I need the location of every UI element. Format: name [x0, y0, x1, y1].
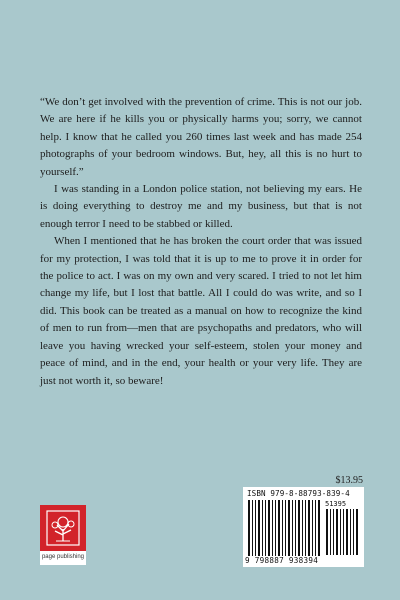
barcode-bar — [308, 500, 310, 556]
barcode-bar — [275, 500, 276, 556]
barcode — [243, 487, 364, 567]
barcode-bar — [268, 500, 270, 556]
barcode-bar — [336, 509, 338, 555]
price-label: $13.95 — [335, 475, 363, 486]
barcode-bar — [298, 500, 300, 556]
barcode-bar — [318, 500, 320, 556]
barcode-bar — [278, 500, 280, 556]
barcode-bar — [305, 500, 306, 556]
publisher-logo — [40, 505, 86, 565]
publisher-name: page publishing — [41, 554, 85, 560]
barcode-addon-label: 51395 — [325, 500, 347, 508]
barcode-bar — [285, 500, 286, 556]
back-cover-blurb — [40, 94, 362, 390]
barcode-bar — [333, 509, 334, 555]
barcode-bar — [248, 500, 250, 556]
barcode-bar — [265, 500, 266, 556]
barcode-bar — [262, 500, 263, 556]
blurb-paragraph-1: “We don’t get involved with the prevention of crime. This is not our job. We are here if he kills you or physically harms you; sorry, we cannot help. I know that he called you 260 times last week and has made 254 photographs of your bedroom windows. But, hey, all this is no hurt to yourself.” — [40, 96, 362, 178]
barcode-bar — [282, 500, 283, 556]
barcode-bar — [295, 500, 296, 556]
barcode-bar — [312, 500, 313, 556]
isbn-label: ISBN 979-8-88793-839-4 — [247, 489, 350, 498]
ean13-bars — [247, 500, 323, 556]
barcode-bar — [292, 500, 293, 556]
barcode-bar — [272, 500, 273, 556]
tree-in-frame-icon — [40, 505, 86, 551]
blurb-paragraph-3: When I mentioned that he has broken the court order that was issued for my protection, I was told that it is up to me to prove it in order for the police to act. I was on my own and very scared. I tried to not let him change my life, but I lost that battle. All I could do was write, and so I did. This book can be treated as a manual on how to recognize the kind of men to run from—men that are psychopaths and predators, who will leave you having wrecked your self-esteem, stolen your money and peace of mind, and in the end, your health or your very life. They are just not worth it, so beware! — [40, 235, 362, 387]
barcode-bar — [258, 500, 260, 556]
barcode-digits: 9 798887 938394 — [245, 556, 319, 565]
barcode-bar — [356, 509, 358, 555]
blurb-paragraph-2: I was standing in a London police station, not believing my ears. He is doing everything to destroy me and my business, but that is not enough terror I need to be stabbed or killed. — [40, 183, 362, 230]
barcode-bar — [340, 509, 341, 555]
barcode-bar — [346, 509, 348, 555]
barcode-bar — [343, 509, 344, 555]
barcode-bar — [315, 500, 316, 556]
barcode-bar — [288, 500, 290, 556]
barcode-bar — [252, 500, 253, 556]
barcode-bar — [326, 509, 328, 555]
barcode-bar — [330, 509, 331, 555]
barcode-bar — [353, 509, 354, 555]
barcode-bar — [255, 500, 256, 556]
barcode-bar — [302, 500, 303, 556]
barcode-bar — [350, 509, 351, 555]
addon-bars — [325, 509, 359, 555]
